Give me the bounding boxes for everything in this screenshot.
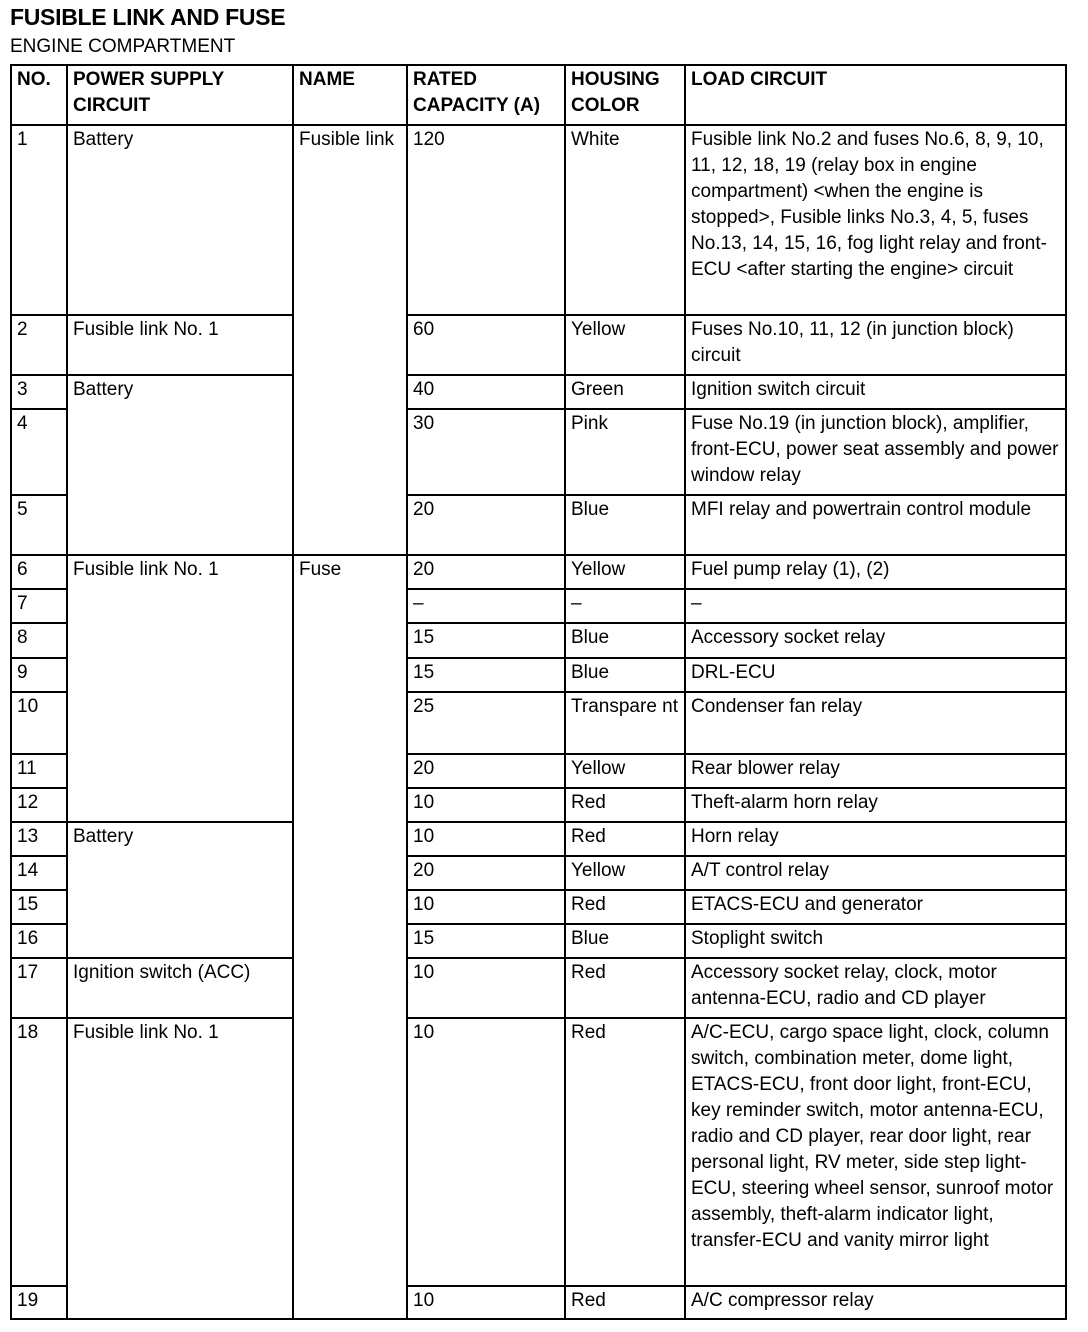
cell-no: 8 — [11, 623, 67, 658]
cell-no: 10 — [11, 692, 67, 754]
table-row — [11, 822, 1066, 856]
cell-capacity: 15 — [407, 658, 565, 692]
cell-housing-color: Yellow — [565, 856, 685, 890]
cell-capacity: 30 — [407, 409, 565, 495]
cell-power-supply: Battery — [67, 125, 293, 315]
cell-housing-color: Red — [565, 822, 685, 856]
table-row — [11, 555, 1066, 589]
cell-load-circuit: MFI relay and powertrain control module — [685, 495, 1066, 555]
cell-load-circuit: Ignition switch circuit — [685, 375, 1066, 409]
cell-no: 9 — [11, 658, 67, 692]
cell-capacity: 10 — [407, 958, 565, 1018]
cell-housing-color: – — [565, 589, 685, 623]
cell-capacity: 20 — [407, 555, 565, 589]
cell-capacity: 10 — [407, 788, 565, 822]
cell-capacity: 10 — [407, 1286, 565, 1319]
cell-load-circuit: Accessory socket relay — [685, 623, 1066, 658]
cell-housing-color: Red — [565, 788, 685, 822]
cell-housing-color: Red — [565, 890, 685, 924]
cell-load-circuit: A/C-ECU, cargo space light, clock, column switch, combination meter, dome light, ETACS-ECU, front door light, front-ECU, key reminder switch, motor antenna-ECU, radio and CD player, rear door light, rear personal light, RV meter, side step light-ECU, steering wheel sensor, sunroof motor assembly, theft-alarm indicator light, transfer-ECU and vanity mirror light — [685, 1018, 1066, 1286]
cell-no: 1 — [11, 125, 67, 315]
cell-housing-color: Yellow — [565, 754, 685, 788]
cell-housing-color: Yellow — [565, 555, 685, 589]
cell-housing-color: Blue — [565, 658, 685, 692]
cell-housing-color: Yellow — [565, 315, 685, 375]
table-row — [11, 375, 1066, 409]
header-capacity: RATED CAPACITY (A) — [407, 65, 565, 125]
cell-load-circuit: Fuse No.19 (in junction block), amplifier, front-ECU, power seat assembly and power window relay — [685, 409, 1066, 495]
cell-housing-color: Blue — [565, 623, 685, 658]
cell-housing-color: White — [565, 125, 685, 315]
header-load-circuit: LOAD CIRCUIT — [685, 65, 1066, 125]
cell-housing-color: Green — [565, 375, 685, 409]
cell-load-circuit: Condenser fan relay — [685, 692, 1066, 754]
cell-load-circuit: – — [685, 589, 1066, 623]
cell-housing-color: Blue — [565, 495, 685, 555]
cell-no: 13 — [11, 822, 67, 856]
cell-no: 6 — [11, 555, 67, 589]
cell-name: Fusible link — [293, 125, 407, 555]
cell-no: 12 — [11, 788, 67, 822]
cell-power-supply: Ignition switch (ACC) — [67, 958, 293, 1018]
cell-load-circuit: Rear blower relay — [685, 754, 1066, 788]
table-row — [11, 958, 1066, 1018]
header-power-supply: POWER SUPPLY CIRCUIT — [67, 65, 293, 125]
cell-load-circuit: Horn relay — [685, 822, 1066, 856]
cell-power-supply: Battery — [67, 375, 293, 555]
header-housing-color: HOUSING COLOR — [565, 65, 685, 125]
cell-housing-color: Transpare nt — [565, 692, 685, 754]
cell-housing-color: Blue — [565, 924, 685, 958]
table-row — [11, 315, 1066, 375]
cell-load-circuit: A/C compressor relay — [685, 1286, 1066, 1319]
cell-power-supply: Fusible link No. 1 — [67, 1018, 293, 1319]
cell-capacity: 20 — [407, 856, 565, 890]
cell-power-supply: Battery — [67, 822, 293, 958]
fuse-table — [10, 64, 1067, 1320]
cell-load-circuit: Fuel pump relay (1), (2) — [685, 555, 1066, 589]
cell-load-circuit: Theft-alarm horn relay — [685, 788, 1066, 822]
cell-capacity: 40 — [407, 375, 565, 409]
cell-no: 16 — [11, 924, 67, 958]
cell-no: 14 — [11, 856, 67, 890]
cell-load-circuit: Fusible link No.2 and fuses No.6, 8, 9, 10, 11, 12, 18, 19 (relay box in engine compartment) <when the engine is stopped>, Fusible links No.3, 4, 5, fuses No.13, 14, 15, 16, fog light relay and front-ECU <after starting the engine> circuit — [685, 125, 1066, 315]
header-name: NAME — [293, 65, 407, 125]
header-no: NO. — [11, 65, 67, 125]
header-row — [11, 65, 1066, 125]
table-row — [11, 125, 1066, 315]
cell-capacity: 15 — [407, 924, 565, 958]
cell-no: 7 — [11, 589, 67, 623]
cell-housing-color: Red — [565, 1018, 685, 1286]
cell-power-supply: Fusible link No. 1 — [67, 555, 293, 822]
cell-load-circuit: A/T control relay — [685, 856, 1066, 890]
cell-no: 11 — [11, 754, 67, 788]
cell-capacity: – — [407, 589, 565, 623]
cell-no: 2 — [11, 315, 67, 375]
cell-housing-color: Red — [565, 1286, 685, 1319]
cell-no: 18 — [11, 1018, 67, 1286]
cell-load-circuit: ETACS-ECU and generator — [685, 890, 1066, 924]
cell-no: 15 — [11, 890, 67, 924]
cell-capacity: 10 — [407, 822, 565, 856]
cell-name: Fuse — [293, 555, 407, 1319]
cell-capacity: 60 — [407, 315, 565, 375]
cell-housing-color: Pink — [565, 409, 685, 495]
cell-load-circuit: Stoplight switch — [685, 924, 1066, 958]
cell-capacity: 15 — [407, 623, 565, 658]
cell-capacity: 20 — [407, 495, 565, 555]
cell-no: 4 — [11, 409, 67, 495]
cell-load-circuit: DRL-ECU — [685, 658, 1066, 692]
cell-no: 19 — [11, 1286, 67, 1319]
cell-housing-color: Red — [565, 958, 685, 1018]
cell-no: 17 — [11, 958, 67, 1018]
cell-capacity: 120 — [407, 125, 565, 315]
cell-capacity: 10 — [407, 1018, 565, 1286]
cell-load-circuit: Fuses No.10, 11, 12 (in junction block) circuit — [685, 315, 1066, 375]
cell-load-circuit: Accessory socket relay, clock, motor antenna-ECU, radio and CD player — [685, 958, 1066, 1018]
cell-no: 3 — [11, 375, 67, 409]
cell-capacity: 10 — [407, 890, 565, 924]
page-title: FUSIBLE LINK AND FUSE — [10, 4, 286, 30]
cell-capacity: 25 — [407, 692, 565, 754]
cell-power-supply: Fusible link No. 1 — [67, 315, 293, 375]
cell-no: 5 — [11, 495, 67, 555]
page-subtitle: ENGINE COMPARTMENT — [10, 36, 236, 57]
table-row — [11, 1018, 1066, 1286]
cell-capacity: 20 — [407, 754, 565, 788]
